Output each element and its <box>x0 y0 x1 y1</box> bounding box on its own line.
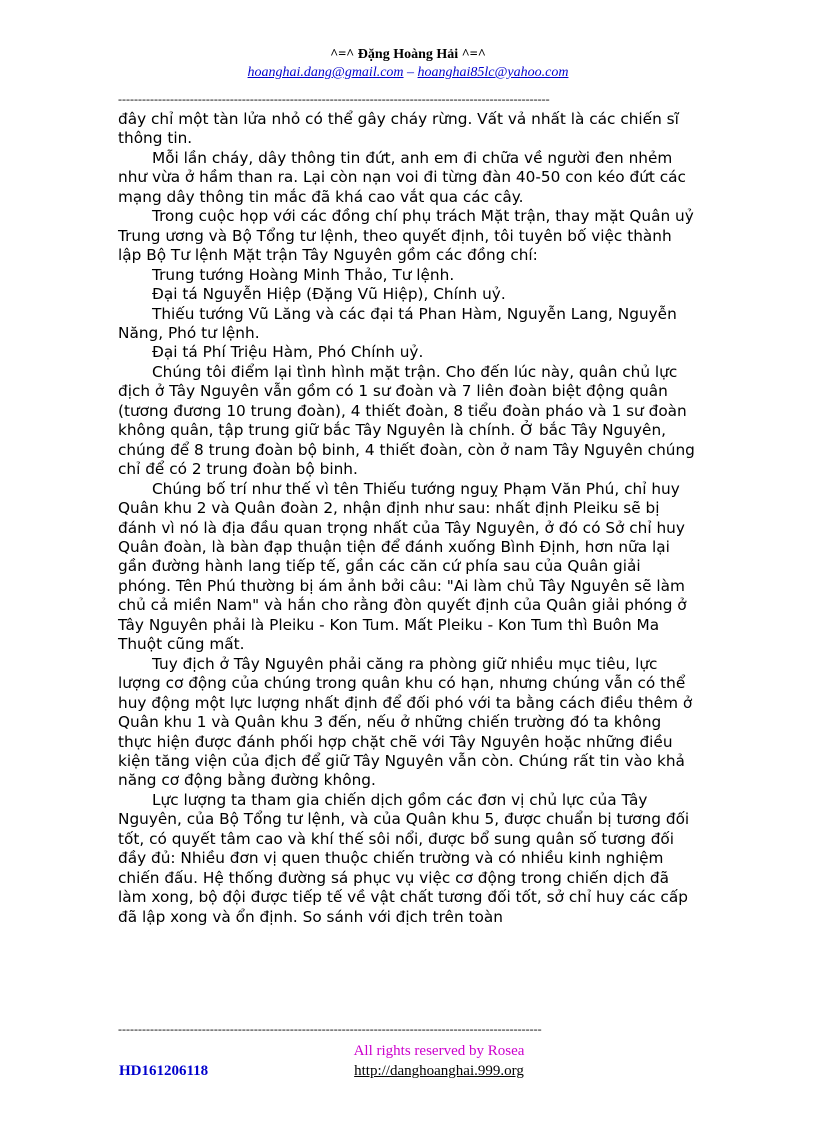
website-link[interactable]: http://danghoanghai.999.org <box>354 1063 524 1079</box>
paragraph: Tuy địch ở Tây Nguyên phải căng ra phòng giữ nhiều mục tiêu, lực lượng cơ động của chúng trong quân khu có hạn, nhưng chúng vẫn có thể huy động một lực lượng nhất định để đối phó với ta bằng cách điều thêm ở Quân khu 1 và Quân khu 3 đến, nếu ở những chiến trường đó ta không thực hiện được đánh phối hợp chặt chẽ với Tây Nguyên hoặc những điều kiện tăng viện của địch để giữ Tây Nguyên vẫn còn. Chúng rất tin vào khả năng cơ động bằng đường không. <box>118 654 693 790</box>
footer-url <box>0 1062 816 1080</box>
author-title: ^=^ Đặng Hoàng Hải ^=^ <box>330 47 486 62</box>
paragraph: Đại tá Nguyễn Hiệp (Đặng Vũ Hiệp), Chính uỷ. <box>152 285 506 304</box>
document-body <box>118 110 698 927</box>
paragraph: đây chỉ một tàn lửa nhỏ có thể gây cháy rừng. Vất vả nhất là các chiến sĩ thông tin. <box>118 110 679 148</box>
paragraph: Thiếu tướng Vũ Lăng và các đại tá Phan Hàm, Nguyễn Lang, Nguyễn Năng, Phó tư lệnh. <box>118 304 677 342</box>
paragraph: Lực lượng ta tham gia chiến dịch gồm các đơn vị chủ lực của Tây Nguyên, của Bộ Tổng tư lệnh, và của Quân khu 5, được chuẩn bị tương đối tốt, có quyết tâm cao và khí thế sôi nổi, được bổ sung quân số tương đối đầy đủ: Nhiều đơn vị quen thuộc chiến trường và có nhiều kinh nghiệm chiến đấu. Hệ thống đường sá phục vụ việc cơ động trong chiến dịch đã làm xong, bộ đội được tiếp tế về vật chất tương đối tốt, sở chỉ huy các cấp đã lập xong và ổn định. So sánh với địch trên toàn <box>118 790 690 926</box>
email-separator: – <box>403 65 418 80</box>
document-code: HD161206118 <box>119 1063 209 1079</box>
paragraph: Trung tướng Hoàng Minh Thảo, Tư lệnh. <box>152 265 455 284</box>
page-header <box>0 46 816 82</box>
paragraph: Mỗi lần cháy, dây thông tin đứt, anh em đi chữa về người đen nhẻm như vừa ở hầm than ra. Lại còn nạn voi đi từng đàn 40-50 con kéo đứt các mạng dây thông tin mắc đã khá cao vắt qua các cây. <box>118 148 686 206</box>
paragraph: Chúng bố trí như thế vì tên Thiếu tướng nguỵ Phạm Văn Phú, chỉ huy Quân khu 2 và Quân đoàn 2, nhận định như sau: nhất định Pleiku sẽ bị đánh vì nó là địa đầu quan trọng nhất của Tây Nguyên, ở đó có Sở chỉ huy Quân đoàn, là bàn đạp thuận tiện để đánh xuống Bình Định, hơn nữa lại gần đường hành lang tiếp tế, gần các căn cứ phía sau của Quân giải phóng. Tên Phú thường bị ám ảnh bởi câu: "Ai làm chủ Tây Nguyên sẽ làm chủ cả miền Nam" và hắn cho rằng đòn quyết định của Quân giải phóng ở Tây Nguyên phải là Pleiku - Kon Tum. Mất Pleiku - Kon Tum thì Buôn Ma Thuột cũng mất. <box>118 479 687 654</box>
header-divider: ------------------------------------------------------------------------------------------------------------ <box>118 92 550 106</box>
paragraph: Chúng tôi điểm lại tình hình mặt trận. Cho đến lúc này, quân chủ lực địch ở Tây Nguyên vẫn gồm có 1 sư đoàn và 7 liên đoàn biệt động quân (tương đương 10 trung đoàn), 4 thiết đoàn, 8 tiểu đoàn pháo và 1 sư đoàn không quân, tập trung giữ bắc Tây Nguyên là chính. Ở bắc Tây Nguyên, chúng để 8 trung đoàn bộ binh, 4 thiết đoàn, còn ở nam Tây Nguyên chúng chỉ để có 2 trung đoàn bộ binh. <box>118 362 695 479</box>
author-emails <box>0 64 816 82</box>
email-link-gmail[interactable]: hoanghai.dang@gmail.com <box>247 65 404 80</box>
paragraph: Đại tá Phí Triệu Hàm, Phó Chính uỷ. <box>152 343 424 362</box>
paragraph: Trong cuộc họp với các đồng chí phụ trách Mặt trận, thay mặt Quân uỷ Trung ương và Bộ Tổng tư lệnh, theo quyết định, tôi tuyên bố việc thành lập Bộ Tư lệnh Mặt trận Tây Nguyên gồm các đồng chí: <box>118 207 694 265</box>
footer-divider: ---------------------------------------------------------------------------------------------------------- <box>118 1022 542 1036</box>
email-link-yahoo[interactable]: hoanghai85lc@yahoo.com <box>417 65 569 80</box>
rights-notice: All rights reserved by Rosea <box>353 1043 525 1059</box>
